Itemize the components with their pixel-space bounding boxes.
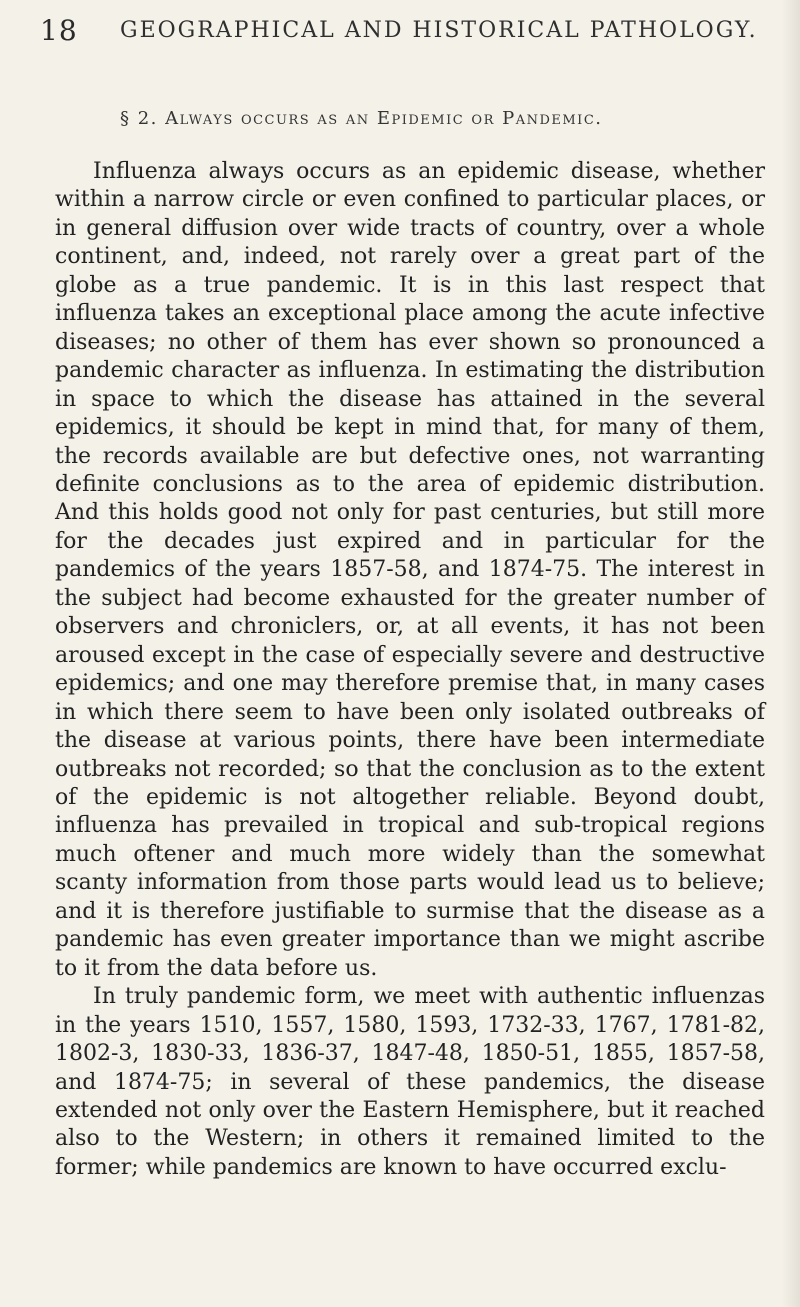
page-number: 18 bbox=[40, 14, 78, 47]
running-head bbox=[40, 14, 760, 50]
paragraph-2: In truly pandemic form, we meet with authentic influenzas in the years 1510, 1557, 1580, 1593, 1732-33, 1767, 1781-82, 1802-3, 1830-33, 1836-37, 1847-48, 1850-51, 1855, 1857-58, and 1874-75; in several of these pandemics, the disease extended not only over the Eastern Hemisphere, but it reached also to the Western; in others it remained limited to the former; while pandemics are known to have occurred exclu- bbox=[55, 984, 765, 1180]
section-title: Always occurs as an Epidemic or Pandemic. bbox=[165, 108, 603, 129]
body-text bbox=[55, 158, 765, 1182]
running-title: GEOGRAPHICAL AND HISTORICAL PATHOLOGY. bbox=[120, 18, 758, 43]
section-symbol: § bbox=[120, 108, 131, 129]
section-number: 2. bbox=[137, 108, 158, 129]
page-edge-shadow bbox=[782, 0, 800, 1307]
section-heading bbox=[120, 108, 740, 129]
paragraph-1: Influenza always occurs as an epidemic disease, whether within a narrow circle or even confined to particular places, or in general diffusion over wide tracts of country, over a whole continent, and, indeed, not rarely over a great part of the globe as a true pandemic. It is in this last respect that influenza takes an exceptional place among the acute infective diseases; no other of them has ever shown so pronounced a pandemic character as influenza. In estimating the distribution in space to which the disease has attained in the several epidemics, it should be kept in mind that, for many of them, the records available are but defective ones, not warranting definite conclusions as to the area of epidemic distribution. And this holds good not only for past centuries, but still more for the decades just expired and in particular for the pandemics of the years 1857-58, and 1874-75. The interest in the subject had become exhausted for the greater number of observers and chroniclers, or, at all events, it has not been aroused except in the case of especially severe and destructive epidemics; and one may therefore premise that, in many cases in which there seem to have been only isolated outbreaks of the disease at various points, there have been intermediate outbreaks not recorded; so that the conclusion as to the extent of the epidemic is not altogether reliable. Beyond doubt, influenza has prevailed in tropical and sub-tropical regions much oftener and much more widely than the somewhat scanty information from those parts would lead us to believe; and it is therefore justifiable to surmise that the disease as a pandemic has even greater importance than we might ascribe to it from the data before us. bbox=[55, 159, 765, 981]
